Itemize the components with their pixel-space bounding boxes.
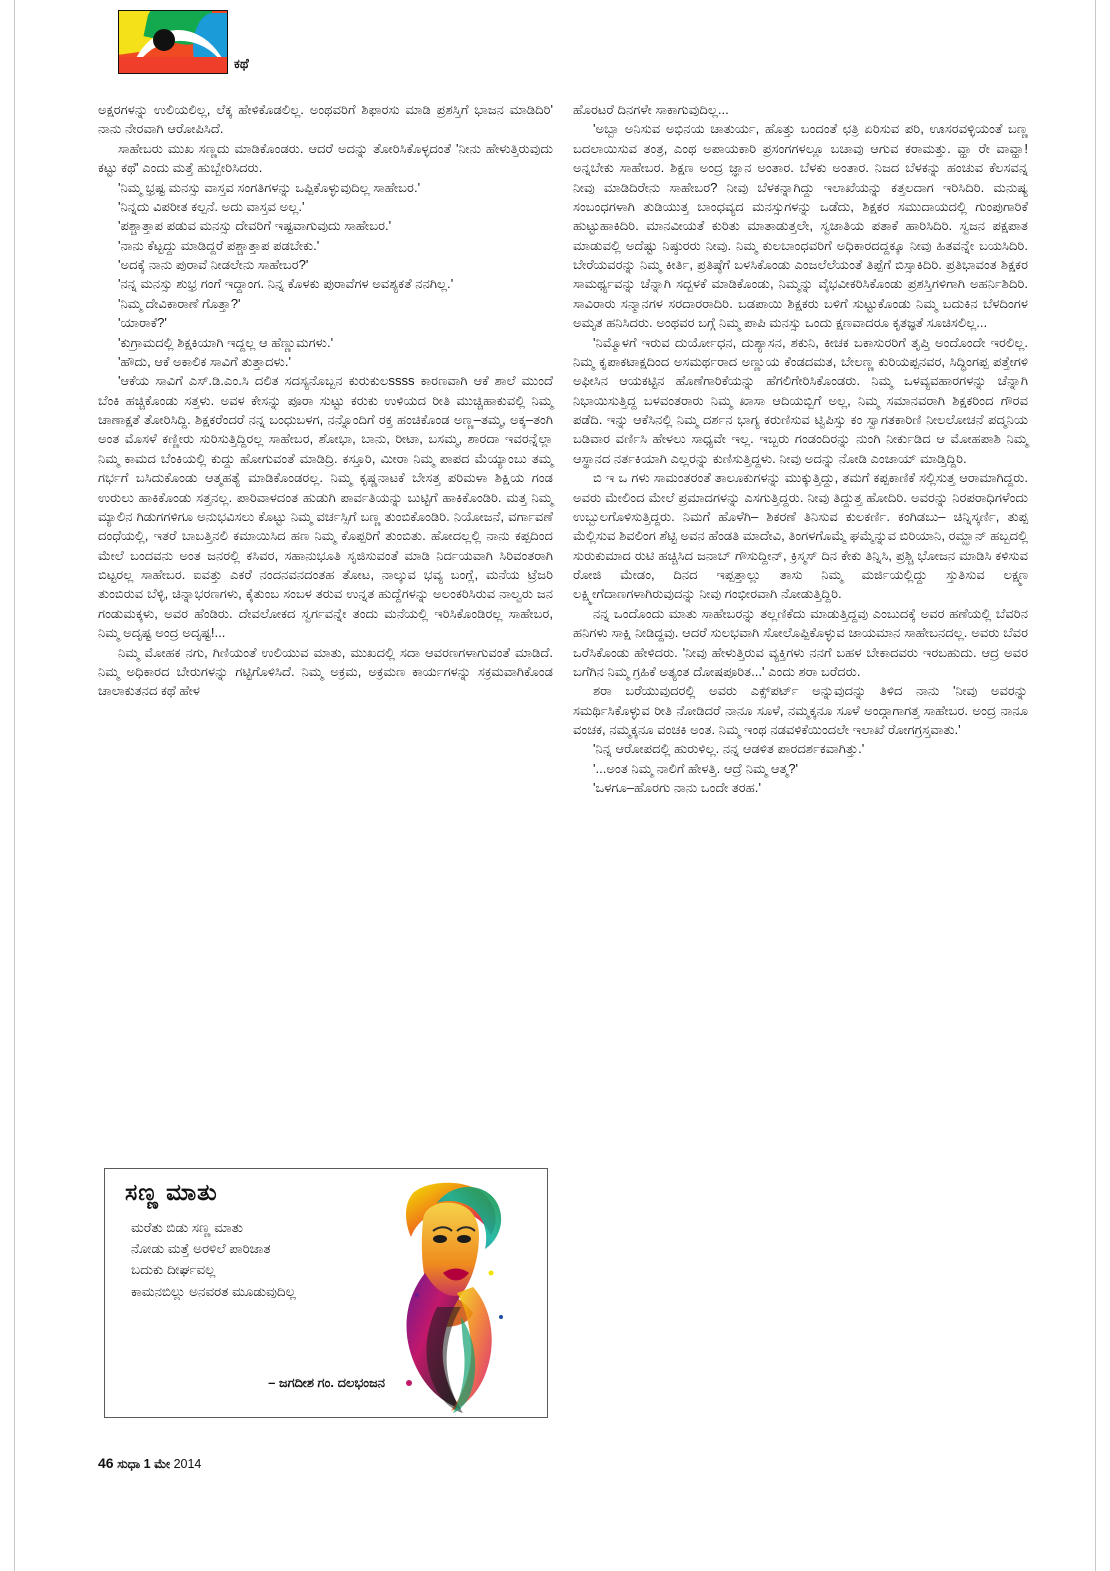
left-column [98, 100, 553, 701]
paragraph: ನನ್ನ ಒಂದೊಂದು ಮಾತು ಸಾಹೇಬರನ್ನು ತಲ್ಲಣಿಕೆದು ಮಾಡುತ್ತಿದ್ದವು ಎಂಬುದಕ್ಕೆ ಅವರ ಹಣೆಯಲ್ಲಿ ಬೆವರಿನ ಹನಿಗಳು ಸಾಕ್ಷಿ ನೀಡಿದ್ದವು. ಆದರೆ ಸುಲಭವಾಗಿ ಸೋಲೊಪ್ಪಿಕೊಳ್ಳುವ ಜಾಯಮಾನ ಸಾಹೇಬನದಲ್ಲ. ಅವರು ಬೆವರ ಒರೆಸಿಕೊಂಡು ಹೇಳಿದರು. 'ನೀವು ಹೇಳುತ್ತಿರುವ ವ್ಯಕ್ತಿಗಳು ನನಗೆ ಬಹಳ ಬೇಕಾದವರು ಇರಬಹುದು. ಆದ್ರ ಅವರ ಬಗೆಗಿನ ನಿಮ್ಮ ಗ್ರಹಿಕೆ ಅತ್ಯಂತ ದೋಷಪೂರಿತ...' ಎಂದು ಶರಾ ಬರೆದರು. [573, 605, 1028, 679]
page-footer [98, 1455, 201, 1472]
paragraph: 'ಅಬ್ಬಾ ಅನಿಸುವ ಅಭಿನಯ ಚಾತುರ್ಯ, ಹೊತ್ತು ಬಂದಂತೆ ಛತ್ರಿ ಏರಿಸುವ ಪರಿ, ಊಸರವಳ್ಳಿಯಂತೆ ಬಣ್ಣ ಬದಲಾಯಿಸುವ ತಂತ್ರ, ಎಂಥ ಅಪಾಯಕಾರಿ ಪ್ರಸಂಗಗಳಲ್ಲೂ ಬಚಾವು ಆಗುವ ಕರಾಮತ್ತು. ವ್ಹಾ ರೇ ವಾವ್ಹಾ! ಅನ್ನಬೇಕು ಸಾಹೇಬರ. ಶಿಕ್ಷಣ ಅಂದ್ರ ಜ್ಞಾನ ಅಂತಾರ. ಬೆಳಕು ಅಂತಾರ. ನಿಜದ ಬೆಳಕನ್ನು ಹಂಚುವ ಕೆಲಸವನ್ನ ನೀವು ಮಾಡಿದಿರೇನು ಸಾಹೇಬರ? ನೀವು ಬೆಳಕನ್ನಾಗಿದ್ದು ಇಲಾಖೆಯನ್ನು ಕತ್ತಲದಾಗ ಇರಿಸಿದಿರಿ. ಮನುಷ್ಯ ಸಂಬಂಧಗಳಾಗಿ ತುಡಿಯುತ್ತ ಬಾಂಧವ್ಯದ ಮನಸ್ಸುಗಳನ್ನು ಒಡೆದು, ಶಿಕ್ಷಕರ ಸಮುದಾಯದಲ್ಲಿ ಗುಂಪುಗಾರಿಕೆ ಹುಟ್ಟುಹಾಕಿದಿರಿ. ಮಾನವೀಯತೆ ಕುರಿತು ಮಾತಾಡುತ್ತಲೇ, ಸ್ವಜಾತಿಯ ಪತಾಕೆ ಹಾರಿಸಿದಿರಿ. ಸ್ವಜನ ಪಕ್ಷಪಾತ ಮಾಡುವಲ್ಲಿ ಅದೆಷ್ಟು ನಿಷ್ಠುರರು ನೀವು. ನಿಮ್ಮ ಕುಲಬಾಂಧವರಿಗೆ ಅಧಿಕಾರದದ್ದಕ್ಕೂ ನೀವು ಹಿತವನ್ನೇ ಬಯಸಿದಿರಿ. ಬೇರೆಯವರನ್ನು ನಿಮ್ಮ ಕೀರ್ತಿ, ಪ್ರತಿಷ್ಠೆಗೆ ಬಳಸಿಕೊಂಡು ಎಂಜಲೆಲೆಯಂತೆ ತಿಪ್ಪೆಗೆ ಬಿಸ್ಸಾಕಿದಿರಿ. ಪ್ರತಿಭಾವಂತ ಶಿಕ್ಷಕರ ಸಾಮರ್ಥ್ಯವನ್ನು ಚೆನ್ನಾಗಿ ಸದ್ಬಳಕೆ ಮಾಡಿಕೊಂಡು, ನಿಮ್ಮನ್ನು ವೈಭವೀಕರಿಸಿಕೊಂಡು ಪ್ರಶಸ್ತಿಗಳಿಗಾಗಿ ಅಹರ್ನಿಶಿದಿರಿ. ಸಾವಿರಾರು ಸನ್ಮಾನಗಳ ಸರದಾರರಾದಿರಿ. ಬಡಪಾಯಿ ಶಿಕ್ಷಕರು ಬಳಿಗೆ ಸುಟ್ಟುಕೊಂಡು ನಿಮ್ಮ ಬದುಕಿನ ಬೆಳದಿಂಗಳ ಅಮೃತ ಹನಿಸಿದರು. ಅಂಥವರ ಬಗ್ಗೆ ನಿಮ್ಮ ಪಾಪಿ ಮನಸ್ಸು ಒಂದು ಕ್ಷಣವಾದರೂ ಕೃತಜ್ಞತೆ ಸೂಚಿಸಲಿಲ್ಲ... [573, 121, 1028, 331]
sidebar-poem-box [104, 1168, 548, 1418]
magazine-name: ಸುಧಾ [117, 1457, 141, 1471]
page-number: 46 [98, 1455, 114, 1471]
poem-title: ಸಣ್ಣ ಮಾತು [125, 1179, 218, 1205]
poem-line: ನೋಡು ಮತ್ತೆ ಅರಳಿಲೆ ಪಾರಿಜಾತ [131, 1241, 271, 1257]
woman-face-illustration [365, 1177, 537, 1413]
logo-band [119, 57, 227, 73]
paragraph: 'ನಾನು ಕೆಟ್ಟದ್ದು ಮಾಡಿದ್ದರೆ ಪಶ್ಚಾತ್ತಾಪ ಪಡಬೇಕು.' [118, 237, 320, 253]
paragraph: ಅಕ್ಷರಗಳನ್ನು ಉಲಿಯಲಿಲ್ಲ, ಲೆಕ್ಕ ಹೇಳಿಕೊಡಲಿಲ್ಲ. ಅಂಥವರಿಗೆ ಶಿಫಾರಸು ಮಾಡಿ ಪ್ರಶಸ್ತಿಗೆ ಭಾಜನ ಮಾಡಿದಿರಿ' ನಾನು ನೇರವಾಗಿ ಆರೋಪಿಸಿದೆ. [98, 102, 553, 137]
paragraph: 'ನನ್ನ ಮನಸ್ಸು ಶುಭ್ರ ಗಂಗೆ ಇದ್ದಾಂಗ. ನಿನ್ನ ಕೊಳಕು ಪುರಾವೆಗಳ ಅವಶ್ಯಕತೆ ನನಗಿಲ್ಲ.' [118, 276, 454, 292]
paragraph: 'ನಿನ್ನದು ವಿಪರೀತ ಕಲ್ಪನೆ. ಅದು ವಾಸ್ತವ ಅಲ್ಲ.' [118, 198, 305, 214]
paragraph: ನಿಮ್ಮ ಮೋಹಕ ನಗು, ಗಿಣಿಯಂತೆ ಉಲಿಯುವ ಮಾತು, ಮುಖದಲ್ಲಿ ಸದಾ ಆವರಣಗಳಾಗುವಂತೆ ಮಾಡಿದೆ. ನಿಮ್ಮ ಅಧಿಕಾರದ ಬೇರುಗಳನ್ನು ಗಟ್ಟಿಗೊಳಿಸಿದೆ. ನಿಮ್ಮ ಅಕ್ರಮ, ಅಕ್ರಮಣ ಕಾರ್ಯಗಳನ್ನು ಸಕ್ರಮವಾಗಿಕೊಂಡ ಚಾಲಾಕುತನದ ಕಥೆ ಹೇಳ [98, 644, 553, 699]
poem-author: – ಜಗದೀಶ ಗಂ. ದಲಭಂಜನ [268, 1375, 385, 1390]
paragraph: 'ಯಾರಾಕೆ?' [118, 315, 167, 331]
paragraph: ಹೊರಟರೆ ದಿನಗಳೇ ಸಾಕಾಗುವುದಿಲ್ಲ... [573, 102, 729, 117]
poem-line: ಮರೆತು ಬಿಡು ಸಣ್ಣ ಮಾತು [131, 1220, 243, 1235]
right-column [573, 100, 1028, 798]
paragraph: 'ನಿಮ್ಮ ಭ್ರಷ್ಟ ಮನಸ್ಸು ವಾಸ್ತವ ಸಂಗತಿಗಳನ್ನು ಒಪ್ಪಿಕೊಳ್ಳುವುದಿಲ್ಲ ಸಾಹೇಬರ.' [118, 179, 421, 195]
paragraph: 'ನಿನ್ನ ಆರೋಪದಲ್ಲಿ ಹುರುಳಿಲ್ಲ. ನನ್ನ ಆಡಳಿತ ಪಾರದರ್ಶಕವಾಗಿತ್ತು.' [593, 741, 865, 757]
issue-date: 1 ಮೇ [143, 1457, 171, 1471]
paragraph: 'ಆಕೆಯ ಸಾವಿಗೆ ಎಸ್.ಡಿ.ಎಂ.ಸಿ ದಲಿತ ಸದಸ್ಯನೊಬ್ಬನ ಕುರುಕುಲssss ಕಾರಣವಾಗಿ ಆಕೆ ಶಾಲೆ ಮುಂದೆ ಬೆಂಕಿ ಹಚ್ಚಿಕೊಂಡು ಸತ್ತಳು. ಅವಳ ಕೇಸನ್ನು ಪೂರಾ ಸುಟ್ಟು ಕರುಕು ಉಳಿಯದ ರೀತಿ ಮುಚ್ಚಿಹಾಕುವಲ್ಲಿ ನಿಮ್ಮ ಚಾಣಾಕ್ಷತೆ ತೋರಿಸಿದ್ದಿ. ಶಿಕ್ಷಕರೆಂದರೆ ನನ್ನ ಬಂಧುಬಳಗ, ನನ್ನೊಂದಿಗೆ ರಕ್ತ ಹಂಚಿಕೊಂಡ ಅಣ್ಣ–ತಮ್ಮ, ಅಕ್ಕ–ತಂಗಿ ಅಂತ ಮೊಸಳೆ ಕಣ್ಣೀರು ಸುರಿಸುತ್ತಿದ್ದಿರಲ್ಲ ಸಾಹೇಬರ, ಶೋಭಾ, ಬಾನು, ರೀಟಾ, ಬಸಮ್ಮ, ಶಾರದಾ ಇವರನ್ನೆಲ್ಲಾ ನಿಮ್ಮ ಕಾಮದ ಬೆಂಕಿಯಲ್ಲಿ ಕುದ್ದು ಹೋಗುವಂತೆ ಮಾಡಿದ್ರಿ. ಕಸ್ತೂರಿ, ಮೀರಾ ನಿಮ್ಮ ಪಾಪದ ಮೆಯ್ಯಾಂಬು ತಮ್ಮ ಗರ್ಭಗೆ ಬಸಿದುಕೊಂಡು ಆತ್ಮಹತ್ಯೆ ಮಾಡಿಕೊಂಡರಲ್ಲ. ನಿಮ್ಮ ಕೃಷ್ಣನಾಟಕೆ ಬೇಸತ್ತ ಪರಿಮಳಾ ಶಿಕ್ಷಿಯ ಗಂಡ ಉರುಲು ಹಾಕಿಕೊಂಡು ಸತ್ತನಲ್ಲ. ಪಾರಿವಾಳದಂತ ಹುಡುಗಿ ಪಾರ್ವತಿಯನ್ನು ಬುಟ್ಟಿಗೆ ಹಾಕಿಕೊಂಡಿರಿ. ಮತ್ತ ನಿಮ್ಮ ಮ್ಯಾಲಿನ ಗಿಡುಗಗಳಿಗೂ ಅನುಭವಿಸಲು ಕೊಟ್ಟು ನಿಮ್ಮ ವರ್ಚಸ್ಸಿಗೆ ಬಣ್ಣ ತುಂಬಿಕೊಂಡಿರಿ. ನಿಯೋಜನೆ, ವರ್ಗಾವಣೆ ದಂಧೆಯಲ್ಲಿ, ಇತರೆ ಬಾಬತ್ತಿನಲಿ ಕಮಾಯಿಸಿದ ಹಣ ನಿಮ್ಮ ಕೊಪ್ಪರಿಗೆ ತುಂಬಿತು. ಹೋದಲ್ಲಲ್ಲಿ ನಾನು ಕಪ್ಪದಿಂದ ಮೇಲೆ ಬಂದವನು ಅಂತ ಜನರಲ್ಲಿ ಕಸಿವರ, ಸಹಾನುಭೂತಿ ಸೃಜಿಸುವಂತೆ ಮಾಡಿ ನಿರ್ದಯವಾಗಿ ಸಿರಿವಂತರಾಗಿ ಬಿಟ್ಟರಲ್ಲ ಸಾಹೇಬರ. ಐವತ್ತು ಎಕರೆ ನಂದನವನದಂತಹ ತೋಟ, ನಾಲ್ಕುವ ಭವ್ಯ ಬಂಗ್ಲೆ, ಮನೆಯ ಟ್ರೆಜರಿ ತುಂಬಿರುವ ಬೆಳ್ಳಿ, ಚಿನ್ನಾಭರಣಗಳು, ಕೈತುಂಬ ಸಂಬಳ ತರುವ ಉನ್ನತ ಹುದ್ದೆಗಳನ್ನು ಅಲಂಕರಿಸಿರುವ ನಾಲ್ವರು ಜನ ಗಂಡುಮಕ್ಕಳು, ಅವರ ಹೆಂಡಿರು. ದೇವಲೋಕದ ಸ್ವರ್ಗವನ್ನೇ ತಂದು ಮನೆಯಲ್ಲಿ ಇರಿಸಿಕೊಂಡಿರಲ್ಲ ಸಾಹೇಬರ, ನಿಮ್ಮ ಅದೃಷ್ಟ ಅಂದ್ರ ಅದೃಷ್ಟ!... [98, 373, 553, 641]
paragraph: 'ಒಳಗೂ–ಹೊರಗು ನಾನು ಒಂದೇ ತರಹ.' [593, 780, 761, 796]
page-border-left [14, 0, 15, 1571]
paragraph: '...ಅಂತ ನಿಮ್ಮ ನಾಲಿಗೆ ಹೇಳತ್ತಿ. ಆದ್ರೆ ನಿಮ್ಮ ಆತ್ಮ?' [593, 760, 798, 776]
logo-dot [153, 29, 175, 51]
paragraph: 'ಅದಕ್ಕೆ ನಾನು ಪುರಾವೆ ನೀಡಲೇನು ಸಾಹೇಬರ?' [118, 257, 309, 272]
poem-line: ಬದುಕು ದೀರ್ಘವಲ್ಲ [131, 1262, 216, 1278]
paragraph: 'ಹೌದು, ಆಕೆ ಅಕಾಲಿಕ ಸಾವಿಗೆ ತುತ್ತಾದಳು.' [118, 353, 291, 369]
page-border-right [1095, 0, 1096, 1571]
paragraph: 'ನಿಮ್ಮೊಳಗೆ ಇರುವ ದುರ್ಯೋಧನ, ದುಶ್ಯಾಸನ, ಶಕುನಿ, ಕೀಚಕ ಬಕಾಸುರರಿಗೆ ತೃಪ್ತಿ ಅಂದೊಂದೇ ಇರಲಿಲ್ಲ. ನಿಮ್ಮ ಕೃಪಾಕಟಾಕ್ಷದಿಂದ ಅಸಮರ್ಥರಾದ ಅಣ್ಣುಯ ಕೆಂಡದಮತ, ಬೇಲಣ್ಣ ಕುರಿಯಪ್ಪನವರ, ಸಿದ್ಧಿಂಗಪ್ಪ ಪತ್ತೇಗಳಿ ಅಫೀಸಿನ ಆಯಕಟ್ಟಿನ ಹೊಣೆಗಾರಿಕೆಯನ್ನು ಹೆಗಲಿಗೇರಿಸಿಕೊಂಡರು. ನಿಮ್ಮ ಒಳವ್ಯವಹಾರಗಳನ್ನು ಚೆನ್ನಾಗಿ ನಿಭಾಯಿಸುತ್ತಿದ್ದ ಬಳವಂತರಾರು ನಿಮ್ಮ ಖಾಸಾ ಆದಿಯಬ್ಬಿಗೆ ಅಲ್ಲ, ನಿಮ್ಮ ಸಮಾನವರಾಗಿ ಶಿಕ್ಷಕರಿಂದ ಗೌರವ ಪಡೆದಿ. ಇನ್ನು ಆಕೆಸಿನಲ್ಲಿ ನಿಮ್ಮ ದರ್ಶನ ಭಾಗ್ಯ ಕರುಣಿಸುವ ಟ್ವಿಪಿಸ್ಸು ಕಂ ಸ್ವಾಗತಕಾರಿಣಿ ನೀಲಲೋಚನೆ ಪದ್ಮನಿಯ ಬಡಿವಾರ ವರ್ಣಿಸಿ ಹೇಳಲು ಸಾಧ್ಯವೇ ಇಲ್ಲ. ಇಬ್ಬರು ಗಂಡಂದಿರನ್ನು ನುಂಗಿ ನೀರ್ಕುಡಿದ ಆ ಮೋಹಪಾಶಿ ನಿಮ್ಮ ಆಸ್ಥಾನದ ನರ್ತಕಿಯಾಗಿ ಎಲ್ಲರನ್ನು ಕುಣಿಸುತ್ತಿದ್ದಳು. ನೀವು ಅದನ್ನು ನೋಡಿ ಎಂಜಾಯ್ ಮಾಡ್ತಿದ್ದಿರಿ. [573, 334, 1028, 466]
poem-line: ಕಾಮನಬಿಲ್ಲು ಅನವರತ ಮೂಡುವುದಿಲ್ಲ [131, 1283, 296, 1299]
sudha-logo [118, 10, 228, 74]
paragraph: 'ನಿಮ್ಮ ದೇವಿಕಾರಾಣೆ ಗೊತ್ತಾ?' [118, 295, 241, 311]
paragraph: 'ಕುಗ್ರಾಮದಲ್ಲಿ ಶಿಕ್ಷಕಿಯಾಗಿ ಇದ್ದಲ್ಲ ಆ ಹೆಣ್ಣುಮಗಳು.' [118, 334, 334, 350]
poem-body [131, 1217, 361, 1302]
masthead [118, 10, 249, 74]
paragraph: 'ಪಶ್ಚಾತ್ತಾಪ ಪಡುವ ಮನಸ್ಸು ದೇವರಿಗೆ ಇಷ್ಟವಾಗುವುದು ಸಾಹೇಬರ.' [118, 218, 392, 234]
paragraph: ಬಿ ಇ ಒ ಗಳು ಸಾಮಂತರಂತೆ ತಾಲೂಕುಗಳನ್ನು ಮುಕ್ಕುತ್ತಿದ್ದು, ತಮಗೆ ಕಪ್ಪಕಾಣಿಕೆ ಸಲ್ಲಿಸುತ್ತ ಆರಾಮಾಗಿದ್ದರು. ಅವರು ಮೇಲಿಂದ ಮೇಲೆ ಪ್ರಮಾದಗಳನ್ನು ಎಸಗುತ್ತಿದ್ದರು. ನೀವು ತಿದ್ದುತ್ತ ಹೋದಿರಿ. ಅವರನ್ನು ನಿರಪರಾಧಿಗಳೆಂದು ಉಬ್ಬುಲಗೊಳಿಸುತ್ತಿದ್ದರು. ನಿಮಗೆ ಹೊಳೆಗಿ– ಶಿಕರಣೆ ತಿನಿಸುವ ಕುಲಕರ್ಣಿ. ಕಂಗಿಡಬು– ಚಿನ್ನಿಸ್ಕರ್ಣಿ, ತುಪ್ಪ ಮೆಲ್ಲಿಸುವ ಶಿವಲಿಂಗ ಶೆಟ್ಟಿ ಅವನ ಹೆಂಡತಿ ಮಾದೇವಿ, ತಿಂಗಳಗೊಮ್ಮೆ ಘಮ್ಮೆನ್ನುವ ಬಿರಿಯಾನಿ, ರಮ್ಝಾನ್ ಹಬ್ಬದಲ್ಲಿ ಸುರುಕುಮಾದ ರುಟಿ ಹಚ್ಚಿಸಿದ ಜನಾಬ್ ಗೌಸುದ್ದೀನ್, ಕ್ರಿಸ್ಮಸ್ ದಿನ ಕೇಕು ತಿನ್ನಿಸಿ, ಪ್ರಶ್ಚಿ ಭೋಜನ ಮಾಡಿಸಿ ಕಳಿಸುವ ರೋಜಿ ಮೇಡಂ, ದಿನದ ಇಪ್ಪತ್ತಾಲ್ಲು ತಾಸು ನಿಮ್ಮ ಮರ್ಜಿಯಲ್ಲಿದ್ದು ಸ್ತುತಿಸುವ ಲಕ್ಷ್ಮಣ ಲಕ್ಷ್ಮೀಗೆದಾಣಗಳಾಗಿರುವುದನ್ನು ನೀವು ಗಂಭೀರವಾಗಿ ನೋಡುತ್ತಿದ್ದಿರಿ. [573, 470, 1028, 602]
category-label: ಕಥೆ [234, 56, 249, 71]
paragraph: ಸಾಹೇಬರು ಮುಖ ಸಣ್ಣದು ಮಾಡಿಕೊಂಡರು. ಆದರೆ ಅದನ್ನು ತೋರಿಸಿಕೊಳ್ಳದಂತೆ 'ನೀನು ಹೇಳುತ್ತಿರುವುದು ಕಟ್ಟು ಕಥೆ' ಎಂದು ಮತ್ತೆ ಹುಬ್ಬೇರಿಸಿದರು. [98, 140, 553, 176]
issue-year: 2014 [173, 1457, 202, 1471]
paragraph: ಶರಾ ಬರೆಯುವುದರಲ್ಲಿ ಅವರು ಎಕ್ಸ್‌ಪರ್ಟ್ ಅನ್ನುವುದನ್ನು ತಿಳಿದ ನಾನು 'ನೀವು ಅವರನ್ನು ಸಮರ್ಥಿಸಿಕೊಳ್ಳುವ ರೀತಿ ನೋಡಿದರೆ ನಾನೂ ಸೂಳೆ, ನಮ್ಮಕ್ಕನೂ ಸೂಳೆ ಅಂದ್ಗಾಗಾಗತ್ತ ಸಾಹೇಬರ. ಅಂದ್ರ ನಾನೂ ವಂಚಕ, ನಮ್ಮಕ್ಕನೂ ವಂಚಕಿ ಅಂತ. ನಿಮ್ಮ ಇಂಥ ನಡವಳಿಕೆಯಿಂದಲೇ ಇಲಾಖೆ ರೋಗಗ್ರಸ್ತವಾತು.' [573, 683, 1028, 737]
